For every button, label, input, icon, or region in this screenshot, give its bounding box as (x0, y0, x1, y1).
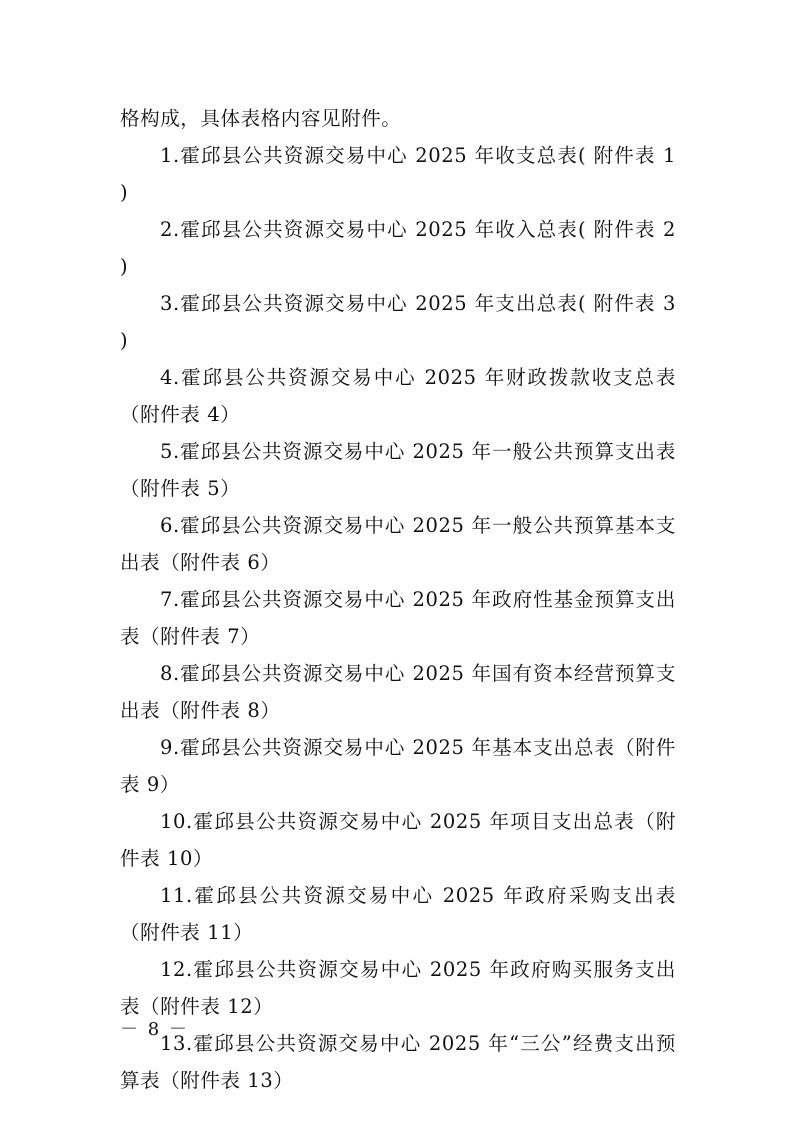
attachment-item-4: 4.霍邱县公共资源交易中心 2025 年财政拨款收支总表（附件表 4） (120, 366, 676, 426)
attachment-item-7: 7.霍邱县公共资源交易中心 2025 年政府性基金预算支出表（附件表 7） (120, 588, 676, 648)
attachment-item-13: 13.霍邱县公共资源交易中心 2025 年“三公”经费支出预算表（附件表 13） (120, 1032, 676, 1092)
attachment-item-10: 10.霍邱县公共资源交易中心 2025 年项目支出总表（附件表 10） (120, 810, 676, 870)
attachment-item-3: 3.霍邱县公共资源交易中心 2025 年支出总表( 附件表 3 ) (120, 292, 676, 352)
attachment-item-5: 5.霍邱县公共资源交易中心 2025 年一般公共预算支出表（附件表 5） (120, 440, 676, 500)
paragraph-continuation: 格构成，具体表格内容见附件。 (120, 107, 402, 130)
attachment-item-1: 1.霍邱县公共资源交易中心 2025 年收支总表( 附件表 1 ) (120, 144, 676, 204)
attachment-item-8: 8.霍邱县公共资源交易中心 2025 年国有资本经营预算支出表（附件表 8） (120, 662, 676, 722)
attachment-item-12: 12.霍邱县公共资源交易中心 2025 年政府购买服务支出表（附件表 12） (120, 958, 676, 1018)
document-body (120, 100, 676, 1099)
attachment-item-6: 6.霍邱县公共资源交易中心 2025 年一般公共预算基本支出表（附件表 6） (120, 514, 676, 574)
attachment-item-9: 9.霍邱县公共资源交易中心 2025 年基本支出总表（附件表 9） (120, 736, 676, 796)
attachment-item-2: 2.霍邱县公共资源交易中心 2025 年收入总表( 附件表 2 ) (120, 218, 676, 278)
page-number: － 8 － (120, 1019, 189, 1040)
attachment-item-11: 11.霍邱县公共资源交易中心 2025 年政府采购支出表（附件表 11） (120, 884, 676, 944)
